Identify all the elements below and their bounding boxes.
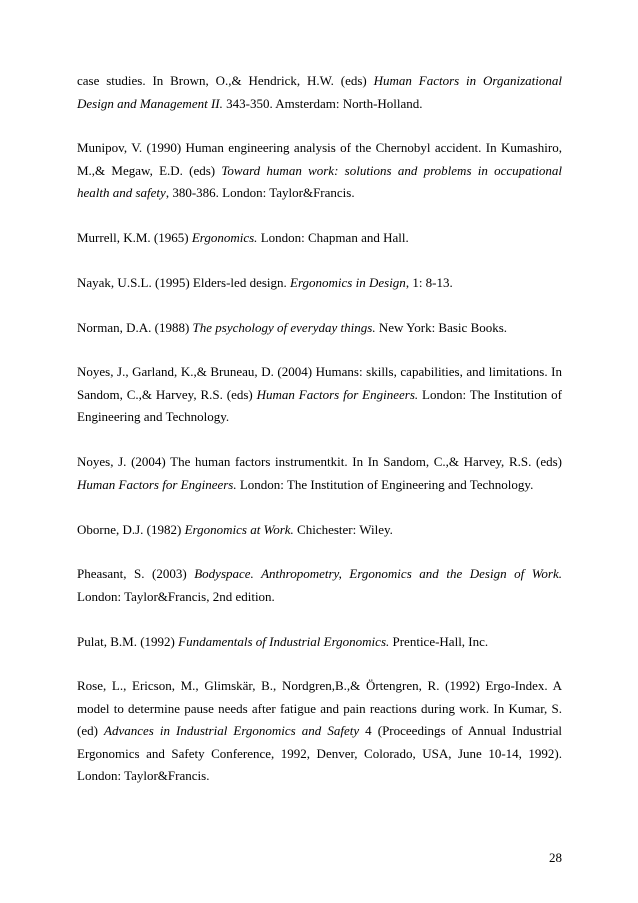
- reference-title: Ergonomics.: [191, 230, 258, 246]
- reference-text: 4 (Proceedings of Annual Industrial Ergonomics and Safety Conference, 1992, Denver, Colorado, USA, June 10-14, 1992). London: Taylor&Francis.: [77, 723, 562, 784]
- reference-text: Chichester: Wiley.: [293, 521, 393, 537]
- reference-text: , 1: 8-13.: [405, 274, 453, 290]
- reference-text: Prentice-Hall, Inc.: [389, 633, 489, 649]
- reference-entry: [77, 317, 562, 340]
- reference-title: Bodyspace. Anthropometry, Ergonomics and the Design of Work.: [194, 566, 562, 582]
- reference-text: Pheasant, S. (2003): [77, 566, 195, 582]
- reference-title: Fundamentals of Industrial Ergonomics.: [178, 633, 390, 649]
- reference-text: Pulat, B.M. (1992): [77, 633, 179, 649]
- reference-entry: [77, 137, 562, 205]
- reference-text: Oborne, D.J. (1982): [77, 521, 185, 537]
- reference-text: Murrell, K.M. (1965): [77, 230, 192, 246]
- reference-text: case studies. In Brown, O.,& Hendrick, H.W. (eds): [77, 73, 374, 88]
- reference-entry: [77, 519, 562, 542]
- reference-entry: [77, 70, 562, 115]
- page-number: 28: [549, 850, 562, 865]
- reference-text: Noyes, J. (2004) The human factors instrumentkit. In In Sandom, C.,& Harvey, R.S. (eds): [77, 454, 562, 470]
- reference-list: [77, 70, 562, 788]
- reference-text: London: Chapman and Hall.: [257, 230, 409, 246]
- reference-title: Ergonomics in Design: [290, 274, 406, 290]
- reference-title: Ergonomics at Work.: [184, 521, 294, 537]
- reference-text: Nayak, U.S.L. (1995) Elders-led design.: [77, 274, 291, 290]
- reference-text: London: Taylor&Francis, 2nd edition.: [77, 588, 275, 604]
- reference-text: Noyes, J., Garland, K.,& Bruneau, D. (2004) Humans: skills, capabilities, and limitations. In Sandom, C.,& Harvey, R.S. (eds): [77, 364, 562, 402]
- reference-entry: [77, 227, 562, 250]
- reference-text: , 380-386. London: Taylor&Francis.: [165, 185, 355, 201]
- reference-entry: [77, 272, 562, 295]
- reference-text: Norman, D.A. (1988): [77, 319, 193, 335]
- reference-text: London: The Institution of Engineering and Technology.: [77, 386, 562, 425]
- reference-entry: [77, 563, 562, 608]
- reference-title: Advances in Industrial Ergonomics and Safety: [104, 723, 360, 739]
- reference-title: The psychology of everyday things.: [192, 319, 376, 335]
- reference-title: Human Factors in Organizational Design and Management II.: [77, 73, 562, 111]
- reference-entry: [77, 361, 562, 429]
- reference-text: London: The Institution of Engineering and Technology.: [236, 476, 534, 492]
- reference-entry: [77, 675, 562, 788]
- reference-title: Toward human work: solutions and problems in occupational health and safety: [77, 162, 562, 201]
- reference-title: Human Factors for Engineers.: [77, 476, 237, 492]
- reference-entry: [77, 631, 562, 654]
- reference-text: Rose, L., Ericson, M., Glimskär, B., Nordgren,B.,& Örtengren, R. (1992) Ergo-Index. A model to determine pause needs after fatigue and pain reactions during work. In Kumar, S. (ed): [77, 678, 562, 739]
- reference-text: Munipov, V. (1990) Human engineering analysis of the Chernobyl accident. In Kumashiro, M.,& Megaw, E.D. (eds): [77, 140, 562, 178]
- reference-title: Human Factors for Engineers.: [256, 386, 419, 402]
- reference-text: 343-350. Amsterdam: North-Holland.: [222, 95, 423, 111]
- reference-entry: [77, 451, 562, 496]
- reference-text: New York: Basic Books.: [375, 319, 508, 335]
